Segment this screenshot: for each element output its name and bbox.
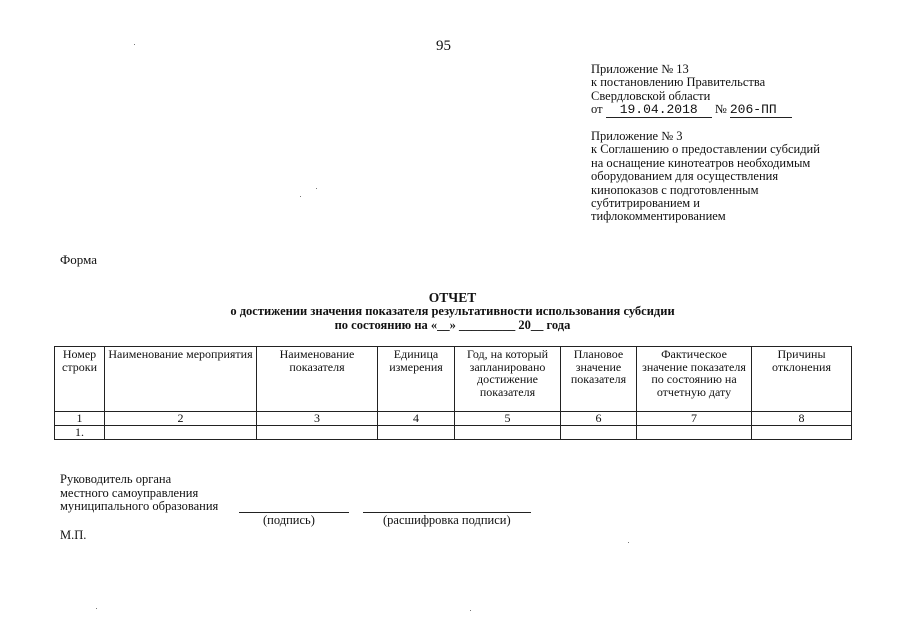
table-header-row [55, 347, 852, 412]
date-value: 19.04.2018 [619, 102, 698, 118]
scan-speck [134, 44, 135, 45]
table-row [55, 425, 852, 439]
column-number: 6 [561, 412, 637, 426]
column-number: 1 [55, 412, 105, 426]
form-label: Форма [60, 252, 97, 267]
column-number: 5 [455, 412, 561, 426]
appendix-13-region: Свердловской области [591, 88, 711, 103]
scan-speck [300, 196, 301, 197]
table-cell [105, 425, 257, 439]
appendix-3-line: тифлокомментированием [591, 209, 726, 224]
table-cell [257, 425, 378, 439]
appendix-13-block [591, 63, 792, 118]
table-cell [637, 425, 752, 439]
appendix-3-line: субтитрированием и [591, 196, 700, 211]
header-planned-value: Плановое значение показателя [561, 347, 637, 412]
signature-caption: (подпись) [263, 513, 315, 527]
table-cell: 1. [55, 425, 105, 439]
report-date-line: по состоянию на «__» _________ 20__ года [334, 317, 571, 332]
report-title: ОТЧЕТ [428, 290, 477, 305]
scan-speck [470, 610, 471, 611]
appendix-3-line: оборудованием для осуществления [591, 169, 779, 184]
header-unit: Единица измерения [378, 347, 455, 412]
appendix-13-resolution: к постановлению Правительства [591, 75, 766, 90]
signatory-line-3: муниципального образования [60, 499, 219, 513]
table-cell [561, 425, 637, 439]
stamp-place-label: М.П. [60, 528, 87, 542]
header-row-number: Номер строки [55, 347, 105, 412]
scan-speck [316, 188, 317, 189]
column-number-row [55, 412, 852, 426]
column-number: 3 [257, 412, 378, 426]
column-number: 4 [378, 412, 455, 426]
table-cell [455, 425, 561, 439]
report-title-block [0, 291, 905, 332]
appendix-3-line: на оснащение кинотеатров необходимым [591, 155, 811, 170]
report-table [54, 346, 852, 440]
signatory-line-2: местного самоуправления [60, 485, 199, 500]
signature-decode-caption: (расшифровка подписи) [383, 513, 511, 527]
page-number: 95 [436, 38, 451, 54]
appendix-3-block [591, 130, 820, 224]
scan-speck [96, 608, 97, 609]
number-prefix: № [714, 102, 727, 117]
table-cell [378, 425, 455, 439]
appendix-3-line: Приложение № 3 [591, 129, 683, 143]
column-number: 7 [637, 412, 752, 426]
appendix-3-line: к Соглашению о предоставлении субсидий [591, 142, 820, 157]
column-number: 8 [752, 412, 852, 426]
scan-speck [628, 542, 629, 543]
column-number: 2 [105, 412, 257, 426]
header-deviation-reasons: Причины отклонения [752, 347, 852, 412]
appendix-3-line: кинопоказов с подготовленным [591, 182, 759, 197]
report-subtitle: о достижении значения показателя результативности использования субсидии [230, 304, 675, 318]
header-indicator-name: Наименование показателя [257, 347, 378, 412]
date-prefix: от [591, 102, 603, 117]
table-cell [752, 425, 852, 439]
header-target-year: Год, на который запланировано достижение показателя [455, 347, 561, 412]
number-value: 206-ПП [729, 102, 777, 118]
header-actual-value: Фактическое значение показателя по состоянию на отчетную дату [637, 347, 752, 412]
signatory-line-1: Руководитель органа [60, 472, 172, 486]
number-field [730, 103, 792, 117]
signature-block [60, 473, 218, 514]
header-activity-name: Наименование мероприятия [105, 347, 257, 412]
date-field [606, 103, 712, 117]
appendix-13-date-line [591, 103, 792, 117]
appendix-13-title: Приложение № 13 [591, 62, 689, 76]
